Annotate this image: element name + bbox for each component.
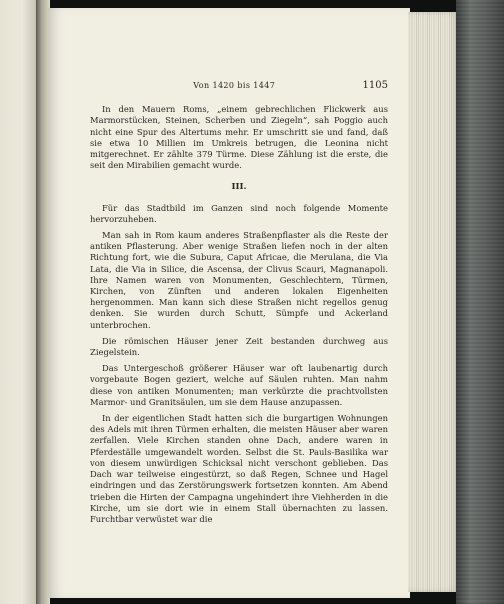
cover-texture <box>456 0 504 604</box>
section-heading: III. <box>231 182 247 193</box>
page-edges <box>408 12 458 592</box>
paragraph: In der eigentlichen Stadt hatten sich die burgartigen Wohnungen des Adels mit ihren Türmen erhalten, die meisten Häuser aber waren zerfallen. Viele Kirchen standen ohne Dach, andere waren in Pferdeställe umgewandelt worden. Selbst die St. Pauls-Basilika war von diesem unwürdigen Schicksal nicht verschont geblieben. Das Dach war teilweise eingestürzt, so daß Regen, Schnee und Hagel eindringen und das Zerstörungswerk fortsetzen konnten. Am Abend trieben die Hirten der Campagna ungehindert ihre Viehherden in die Kirche, um sie dort wie in einem Stall übernachten zu lassen. Furchtbar verwüstet war die <box>90 413 388 524</box>
paragraph: Für das Stadtbild im Ganzen sind noch folgende Momente hervorzuheben. <box>90 202 388 224</box>
paragraph: Die römischen Häuser jener Zeit bestanden durchweg aus Ziegelstein. <box>90 335 388 358</box>
running-title: Von 1420 bis 1447 <box>193 81 276 90</box>
paragraph: Man sah in Rom kaum anderes Straßenpflaster als die Reste der antiken Pflasterung. Aber wenige Straßen liefen noch in der alten Richtung fort, wie die Subura, Caput Africae, die Merulana, die Via Lata, die Via in Silice, die Ascensa, der Clivus Scauri, Magnanapoli. Ihre Namen waren von Monumenten, Geschlechtern, Türmen, Kirchen, von Zünften und anderen lokalen Eigenheiten hergenommen. Man kann sich diese Straßen nicht regellos genug denken. Sie wurden durch Schutt, Sümpfe und Ackerland unterbrochen. <box>90 230 388 330</box>
page-number: 1105 <box>362 80 388 91</box>
page-text <box>90 80 388 530</box>
paragraph: Das Untergeschoß größerer Häuser war oft laubenartig durch vorgebaute Bogen geziert, welche auf Säulen ruhten. Man nahm diese von antiken Monumenten; man verkürzte die prachtvollsten Marmor- und Granitsäulen, um sie dem Hause anzupassen. <box>90 363 388 407</box>
paragraph: In den Mauern Roms, „einem gebrechlichen Flickwerk aus Marmorstücken, Steinen, Scherben und Ziegeln“, sah Poggio auch nicht eine Spur des Altertums mehr. Er umschritt sie und fand, daß sie etwa 10 Millien im Umkreis betrugen, die Leonina nicht mitgerechnet. Er zählte 379 Türme. Diese Zählung ist die erste, die seit den Mirabilien gemacht wurde. <box>90 104 388 171</box>
book-cover-edge <box>456 0 504 604</box>
running-header <box>90 80 388 91</box>
left-page-edge <box>0 0 40 604</box>
